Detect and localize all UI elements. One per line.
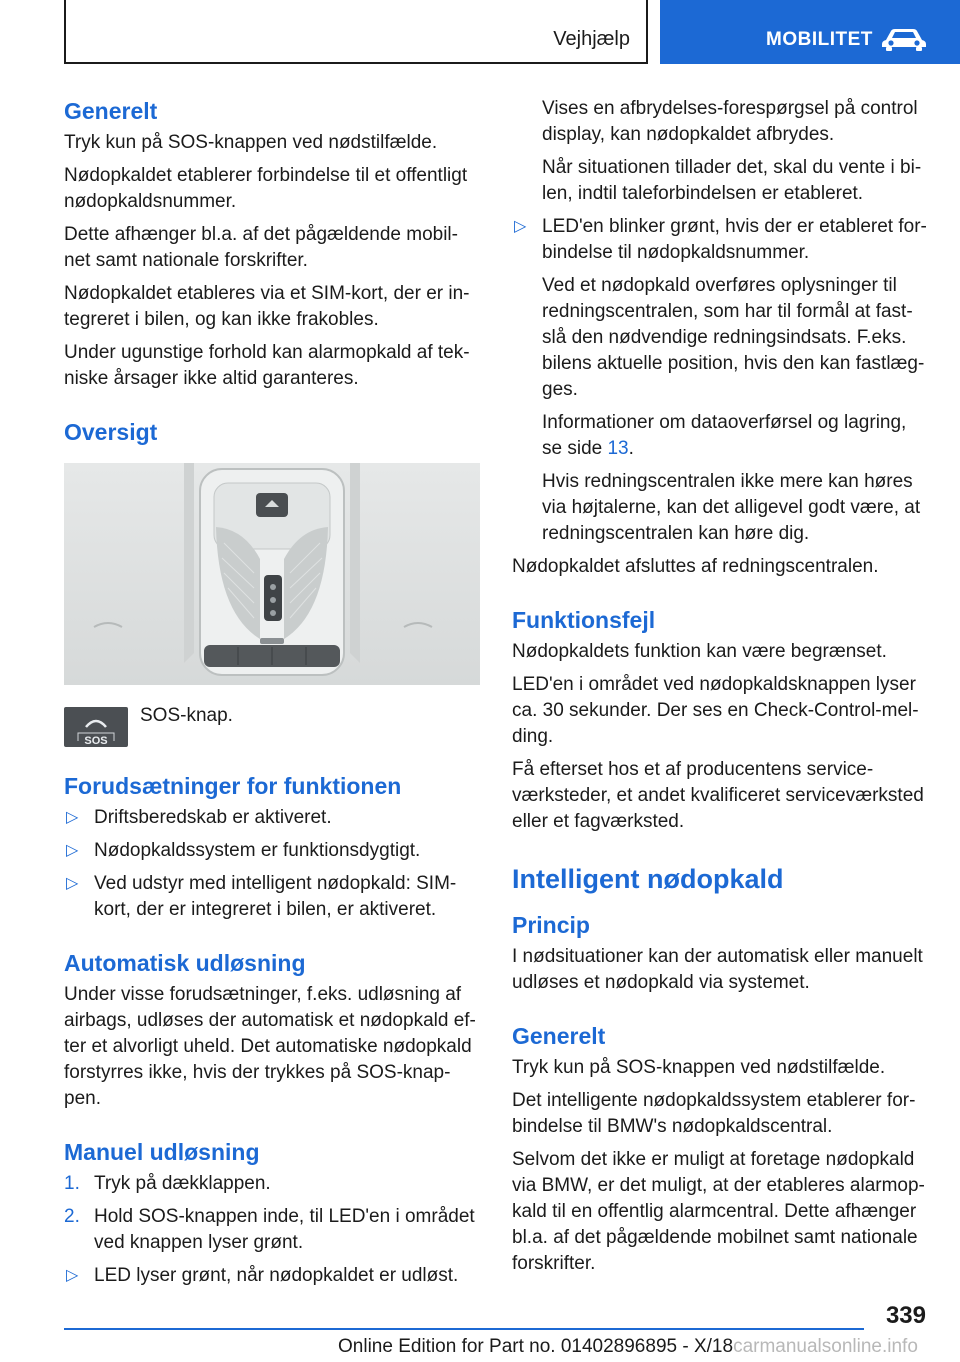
paragraph: Tryk kun på SOS-knappen ved nødstilfælde.: [64, 132, 438, 153]
paragraph: Dette afhænger bl.a. af det pågældende mobil-net samt nationale forskrifter.: [64, 224, 458, 271]
list-item: ▷ Nødopkaldssystem er funktionsdygtigt.: [64, 838, 480, 864]
page-number: 339: [885, 1302, 926, 1329]
paragraph: Det intelligente nødopkaldssystem etablerer for-bindelse til BMW's nødopkaldscentral.: [512, 1090, 916, 1137]
paragraph: Under ugunstige forhold kan alarmopkald af tek-niske årsager ikke altid garanteres.: [64, 342, 470, 389]
header-section-box: [64, 0, 648, 64]
sos-label: SOS-knap.: [140, 705, 233, 726]
paragraph: Ved et nødopkald overføres oplysninger til redningscentralen, som har til formål at fast-slå den nødvendige redningsindsats. F.eks. bilens aktuelle position, hvis den kan fastlæg-ges.: [542, 275, 925, 400]
footer-divider: [64, 1328, 864, 1330]
svg-text:SOS: SOS: [84, 735, 108, 747]
triangle-bullet-icon: ▷: [514, 218, 527, 235]
heading-oversigt: Oversigt: [64, 419, 158, 445]
page-link[interactable]: 13: [607, 438, 629, 459]
right-column: [512, 96, 928, 1284]
sos-console-photo: [64, 463, 480, 685]
paragraph: Få efterset hos et af producentens service-værksteder, et andet kvalificeret serviceværksted eller et fagværksted.: [512, 759, 924, 832]
list-item: ▷ Driftsberedskab er aktiveret.: [64, 805, 480, 831]
heading-princip: Princip: [512, 912, 590, 938]
watermark: carmanualsonline.info: [733, 1336, 918, 1357]
paragraph: Når situationen tillader det, skal du vente i bi-len, indtil taleforbindelsen er etableret.: [542, 157, 922, 204]
paragraph: Nødopkaldets funktion kan være begrænset.: [512, 641, 887, 662]
heading-manuel: Manuel udløsning: [64, 1139, 260, 1165]
paragraph: Nødopkaldet afsluttes af redningscentralen.: [512, 556, 879, 577]
list-item: ▷ LED lyser grønt, når nødopkaldet er udløst.: [64, 1263, 480, 1289]
heading-forudsaetninger: Forudsætninger for funktionen: [64, 773, 402, 799]
paragraph: Informationer om dataoverførsel og lagring, se side 13.: [542, 412, 907, 459]
triangle-bullet-icon: ▷: [66, 809, 79, 826]
heading-automatisk: Automatisk udløsning: [64, 950, 306, 976]
header-section-title: Vejhjælp: [553, 28, 630, 50]
paragraph: LED'en i området ved nødopkaldsknappen lyser ca. 30 sekunder. Der ses en Check-Control-mel-ding.: [512, 674, 919, 747]
sos-legend: [64, 703, 480, 755]
paragraph: Tryk kun på SOS-knappen ved nødstilfælde.: [512, 1057, 886, 1078]
paragraph: Hvis redningscentralen ikke mere kan høres via højtalerne, kan det alligevel godt være, at redningscentralen kan høre dig.: [542, 471, 921, 544]
chapter-label: MOBILITET: [766, 29, 873, 50]
triangle-bullet-icon: ▷: [66, 1267, 79, 1284]
sos-button-icon: [64, 707, 128, 747]
paragraph: Under visse forudsætninger, f.eks. udløsning af airbags, udløses der automatisk et nødopkald ef-ter et alvorligt uheld. Det automatiske nødopkald forstyrres ikke, hvis der trykkes på SOS-knap-pen.: [64, 984, 476, 1109]
heading-funktionsfejl: Funktionsfejl: [512, 607, 656, 633]
list-item: ▷ Ved udstyr med intelligent nødopkald: SIM-kort, der er integreret i bilen, er aktiveret.: [66, 873, 457, 920]
heading-generelt: Generelt: [64, 98, 158, 124]
triangle-bullet-icon: ▷: [66, 875, 79, 892]
numbered-step: 1. Tryk på dækklappen.: [64, 1173, 271, 1194]
left-column: [64, 96, 480, 1296]
paragraph: Vises en afbrydelses-forespørgsel på control display, kan nødopkaldet afbrydes.: [542, 98, 918, 145]
paragraph: Nødopkaldet etableres via et SIM-kort, der er in-tegreret i bilen, og kan ikke frakobles.: [64, 283, 470, 330]
header-chapter-tab: [660, 0, 960, 64]
car-icon: [880, 26, 928, 52]
triangle-bullet-icon: ▷: [66, 842, 79, 859]
list-item: ▷ LED'en blinker grønt, hvis der er etableret for-bindelse til nødopkaldsnummer.: [514, 216, 927, 263]
paragraph: Nødopkaldet etablerer forbindelse til et offentligt nødopkaldsnummer.: [64, 165, 468, 212]
heading-intelligent-nodopkald: Intelligent nødopkald: [512, 864, 784, 894]
paragraph: Selvom det ikke er muligt at foretage nødopkald via BMW, er det muligt, at der etableres alarmop-kald til en offentlig alarmcentral. Dette afhænger bl.a. af det pågældende mobilnet samt nationale forskrifter.: [512, 1149, 925, 1274]
footer-edition: Online Edition for Part no. 01402896895 - X/18carmanualsonline.info: [338, 1336, 918, 1357]
numbered-step: 2. Hold SOS-knappen inde, til LED'en i området ved knappen lyser grønt.: [64, 1206, 475, 1253]
paragraph: I nødsituationer kan der automatisk eller manuelt udløses et nødopkald via systemet.: [512, 946, 923, 993]
heading-generelt-2: Generelt: [512, 1023, 606, 1049]
